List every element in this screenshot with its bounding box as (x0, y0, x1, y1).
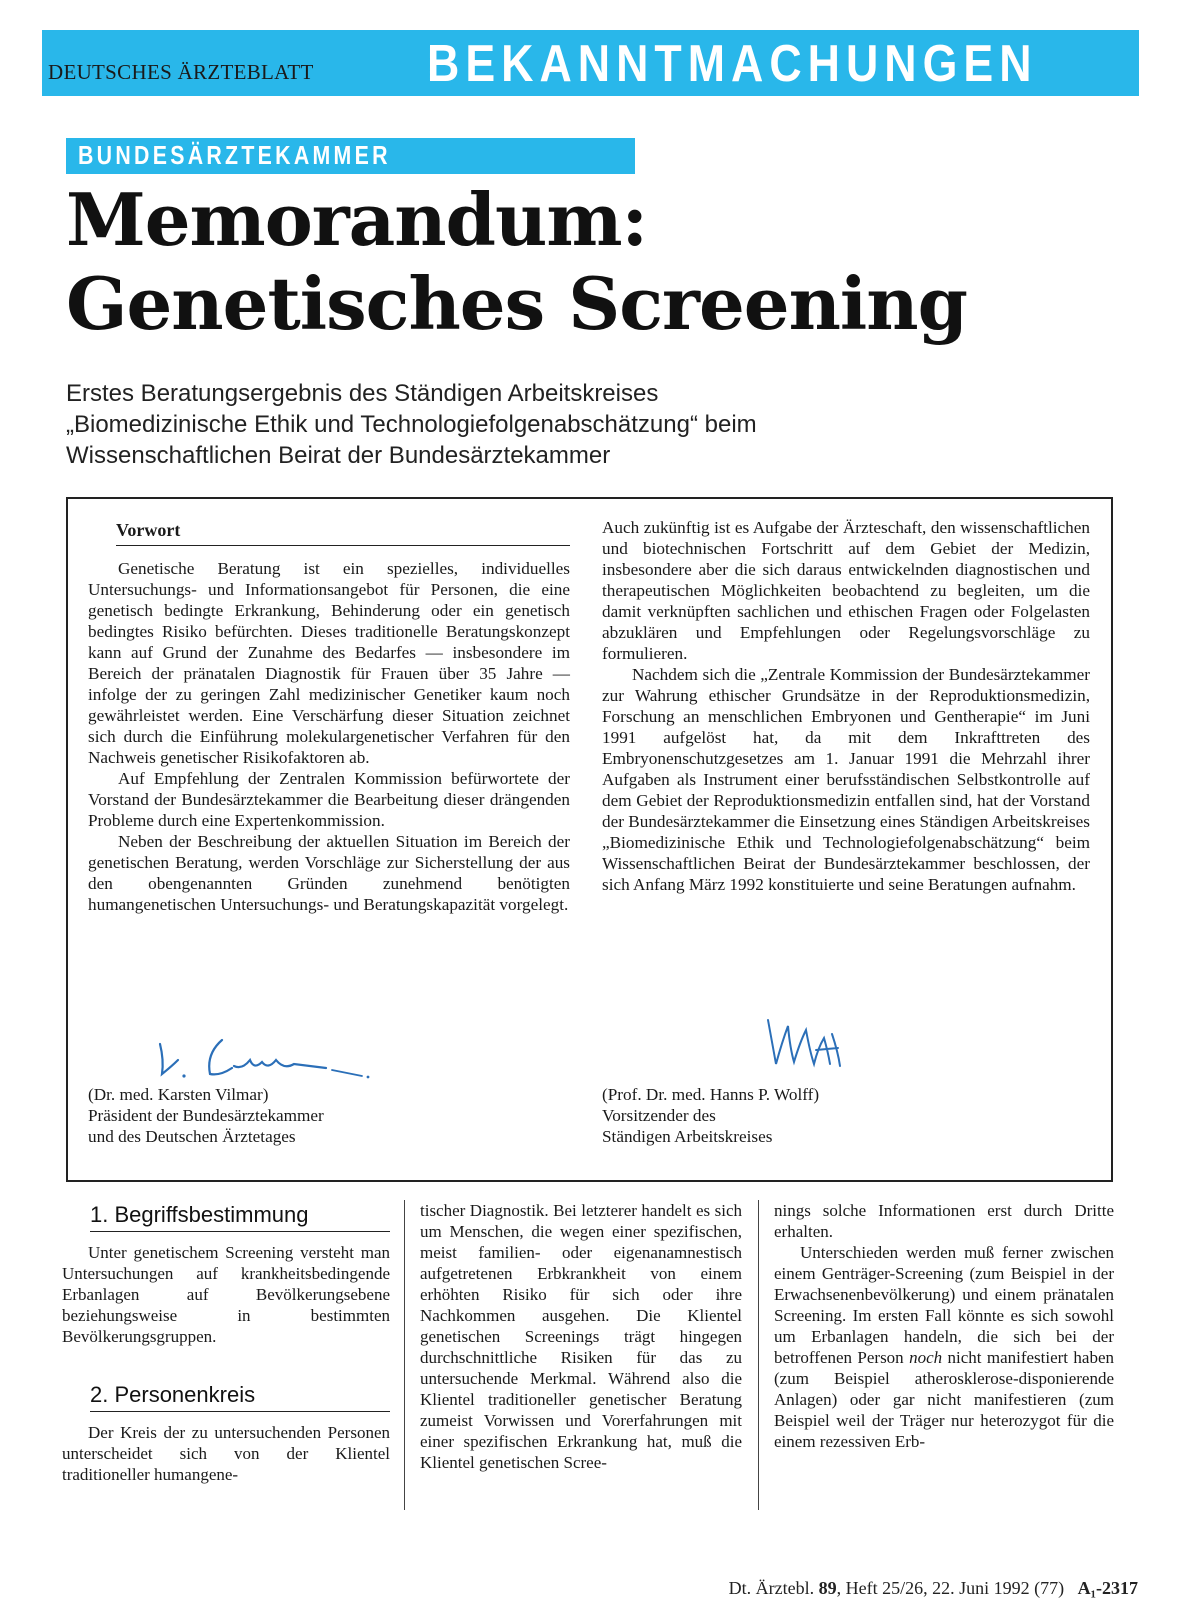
signer-name: (Prof. Dr. med. Hanns P. Wolff) (602, 1085, 820, 1104)
foreword-paragraph: Auf Empfehlung der Zentralen Kommission befürwortete der Vorstand der Bundesärztekammer die Bearbeitung dieser drängenden Probleme durch eine Expertenkommission. (88, 769, 570, 830)
section-1-text (62, 1242, 390, 1347)
subtitle-line-3: Wissenschaftlichen Beirat der Bundesärztekammer (66, 442, 611, 469)
signer-left (88, 1084, 324, 1147)
kicker-label: BUNDESÄRZTEKAMMER (78, 140, 391, 170)
body-paragraph (774, 1242, 1114, 1452)
body-paragraph: Unter genetischem Screening versteht man Untersuchungen auf krankheitsbedingende Erbanlagen auf Bevölkerungsebene beziehungsweise in bestimmten Bevölkerungsgruppen. (62, 1243, 390, 1346)
signer-role: Vorsitzender des (602, 1106, 716, 1125)
body-paragraph: Der Kreis der zu untersuchenden Personen unterscheidet sich von der Klientel traditioneller humangene- (62, 1423, 390, 1484)
page-footer (608, 1578, 1138, 1599)
foreword-right-column (602, 517, 1090, 895)
title-line-1: Memorandum: (66, 177, 648, 262)
foreword-paragraph: Neben der Beschreibung der aktuellen Situation im Bereich der genetischen Beratung, werden Vorschläge zur Sicherstellung der aus den obengenannten Gründen zunehmend benötigten humangenetischen Untersuchungs- und Beratungskapazität vorgelegt. (88, 832, 570, 914)
signer-name: (Dr. med. Karsten Vilmar) (88, 1085, 269, 1104)
footer-journal: Dt. Ärztebl. (728, 1578, 815, 1598)
section-heading-1: 1. Begriffsbestimmung (90, 1202, 390, 1232)
foreword-paragraph: Nachdem sich die „Zentrale Kommission der Bundesärztekammer zur Wahrung ethischer Grundsätze in der Reproduktionsmedizin, Forschung an menschlichen Embryonen und Gentherapie“ im Juni 1991 aufgelöst hat, da mit dem Inkrafttreten des Embryonenschutzgesetzes am 1. Januar 1991 die Mehrzahl ihrer Aufgaben als Instrument einer berufsständischen Selbstkontrolle auf dem Gebiet der Reproduktionsmedizin entfallen sind, hat der Vorstand der Bundesärztekammer die Einsetzung eines Ständigen Arbeitskreises „Biomedizinische Ethik und Technologiefolgenabschätzung“ beim Wissenschaftlichen Beirat der Bundesärztekammer beschlossen, der sich Anfang März 1992 konstituierte und seine Beratungen aufnahm. (602, 665, 1090, 894)
foreword-paragraph: Genetische Beratung ist ein spezielles, individuelles Untersuchungs- und Informationsangebot für Personen, die eine genetisch bedingte Erkrankung, Behinderung oder ein genetisch bedingtes Risiko befürchten. Dieses traditionelle Beratungskonzept kann auf Grund der Zunahme des Bedarfes — insbesondere im Bereich der pränatalen Diagnostik für Frauen über 35 Jahre — infolge der zu geringen Zahl medizinischer Genetiker kaum noch gewährleistet werden. Eine Verschärfung dieser Situation zeichnet sich durch die Einführung molekulargenetischer Verfahren für den Nachweis genetischer Risikofaktoren ab. (88, 559, 570, 767)
page-title (66, 178, 1146, 346)
emphasis-text: noch (909, 1348, 943, 1367)
signer-role: Ständigen Arbeitskreises (602, 1127, 773, 1146)
signature-vilmar (150, 1030, 380, 1086)
body-text: Unterschieden werden muß ferner zwischen einem Genträger-Screening (zum Beispiel in der Erwachsenenbevölkerung) und einem pränatalen Screening. Im ersten Fall könnte es sich sowohl um Erbanlagen handeln, die sich bei der betroffenen Person (774, 1243, 1114, 1367)
signature-wolff (758, 1012, 858, 1074)
section-title: BEKANNTMACHUNGEN (427, 35, 1038, 93)
journal-name: DEUTSCHES ÄRZTEBLATT (48, 60, 314, 84)
foreword-paragraph: Auch zukünftig ist es Aufgabe der Ärzteschaft, den wissenschaftlichen und biotechnischen Fortschritt auf dem Gebiet der Medizin, insbesondere aber die sich daraus entwickelnden diagnostischen und therapeutischen Möglichkeiten beobachtend zu begleiten, um die damit verknüpften sachlichen und ethischen Fragen oder Folgelasten abzuklären und Empfehlungen oder Regelungsvorschläge zu formulieren. (602, 518, 1090, 663)
subtitle-line-1: Erstes Beratungsergebnis des Ständigen Arbeitskreises (66, 380, 659, 407)
section-2-text (62, 1422, 390, 1485)
body-column-2 (420, 1200, 742, 1473)
masthead-band (42, 30, 1139, 96)
subtitle (66, 378, 1126, 471)
kicker-band (66, 138, 635, 174)
signer-right (602, 1084, 819, 1147)
column-rule (758, 1200, 759, 1510)
title-line-2: Genetisches Screening (66, 261, 967, 346)
section-heading-2: 2. Personenkreis (90, 1382, 390, 1412)
footer-page: A₁-2317 (1077, 1578, 1138, 1598)
foreword-left-column (88, 558, 570, 915)
body-column-3 (774, 1200, 1114, 1452)
signer-role: Präsident der Bundesärztekammer (88, 1106, 324, 1125)
footer-issue: , Heft 25/26, 22. Juni 1992 (77) (836, 1578, 1065, 1598)
foreword-heading: Vorwort (116, 520, 570, 546)
body-text: nicht manifestiert haben (zum Beispiel atherosklerose-disponierende Anlagen) oder gar nicht manifestieren (zum Beispiel weil der Träger nur heterozygot für die einem rezessiven Erb- (774, 1348, 1114, 1451)
footer-volume: 89 (818, 1578, 837, 1598)
body-paragraph: nings solche Informationen erst durch Dritte erhalten. (774, 1201, 1114, 1241)
column-rule (404, 1200, 405, 1510)
signer-role: und des Deutschen Ärztetages (88, 1127, 296, 1146)
body-paragraph: tischer Diagnostik. Bei letzterer handelt es sich um Menschen, die wegen einer spezifischen, meist familien- oder eigenanamnestisch aufgetretenen Erbkrankheit von einem erhöhten Risiko für sich oder ihre Nachkommen ausgehen. Die Klientel genetischen Screenings trägt hingegen durchschnittliche Risiken für das zu untersuchende Merkmal. Während also die Klientel traditioneller genetischer Beratung zumeist Vorwissen und Vorerfahrungen mit einer spezifischen Erkrankung hat, muß die Klientel genetischen Scree- (420, 1201, 742, 1472)
subtitle-line-2: „Biomedizinische Ethik und Technologiefolgenabschätzung“ beim (66, 411, 757, 438)
